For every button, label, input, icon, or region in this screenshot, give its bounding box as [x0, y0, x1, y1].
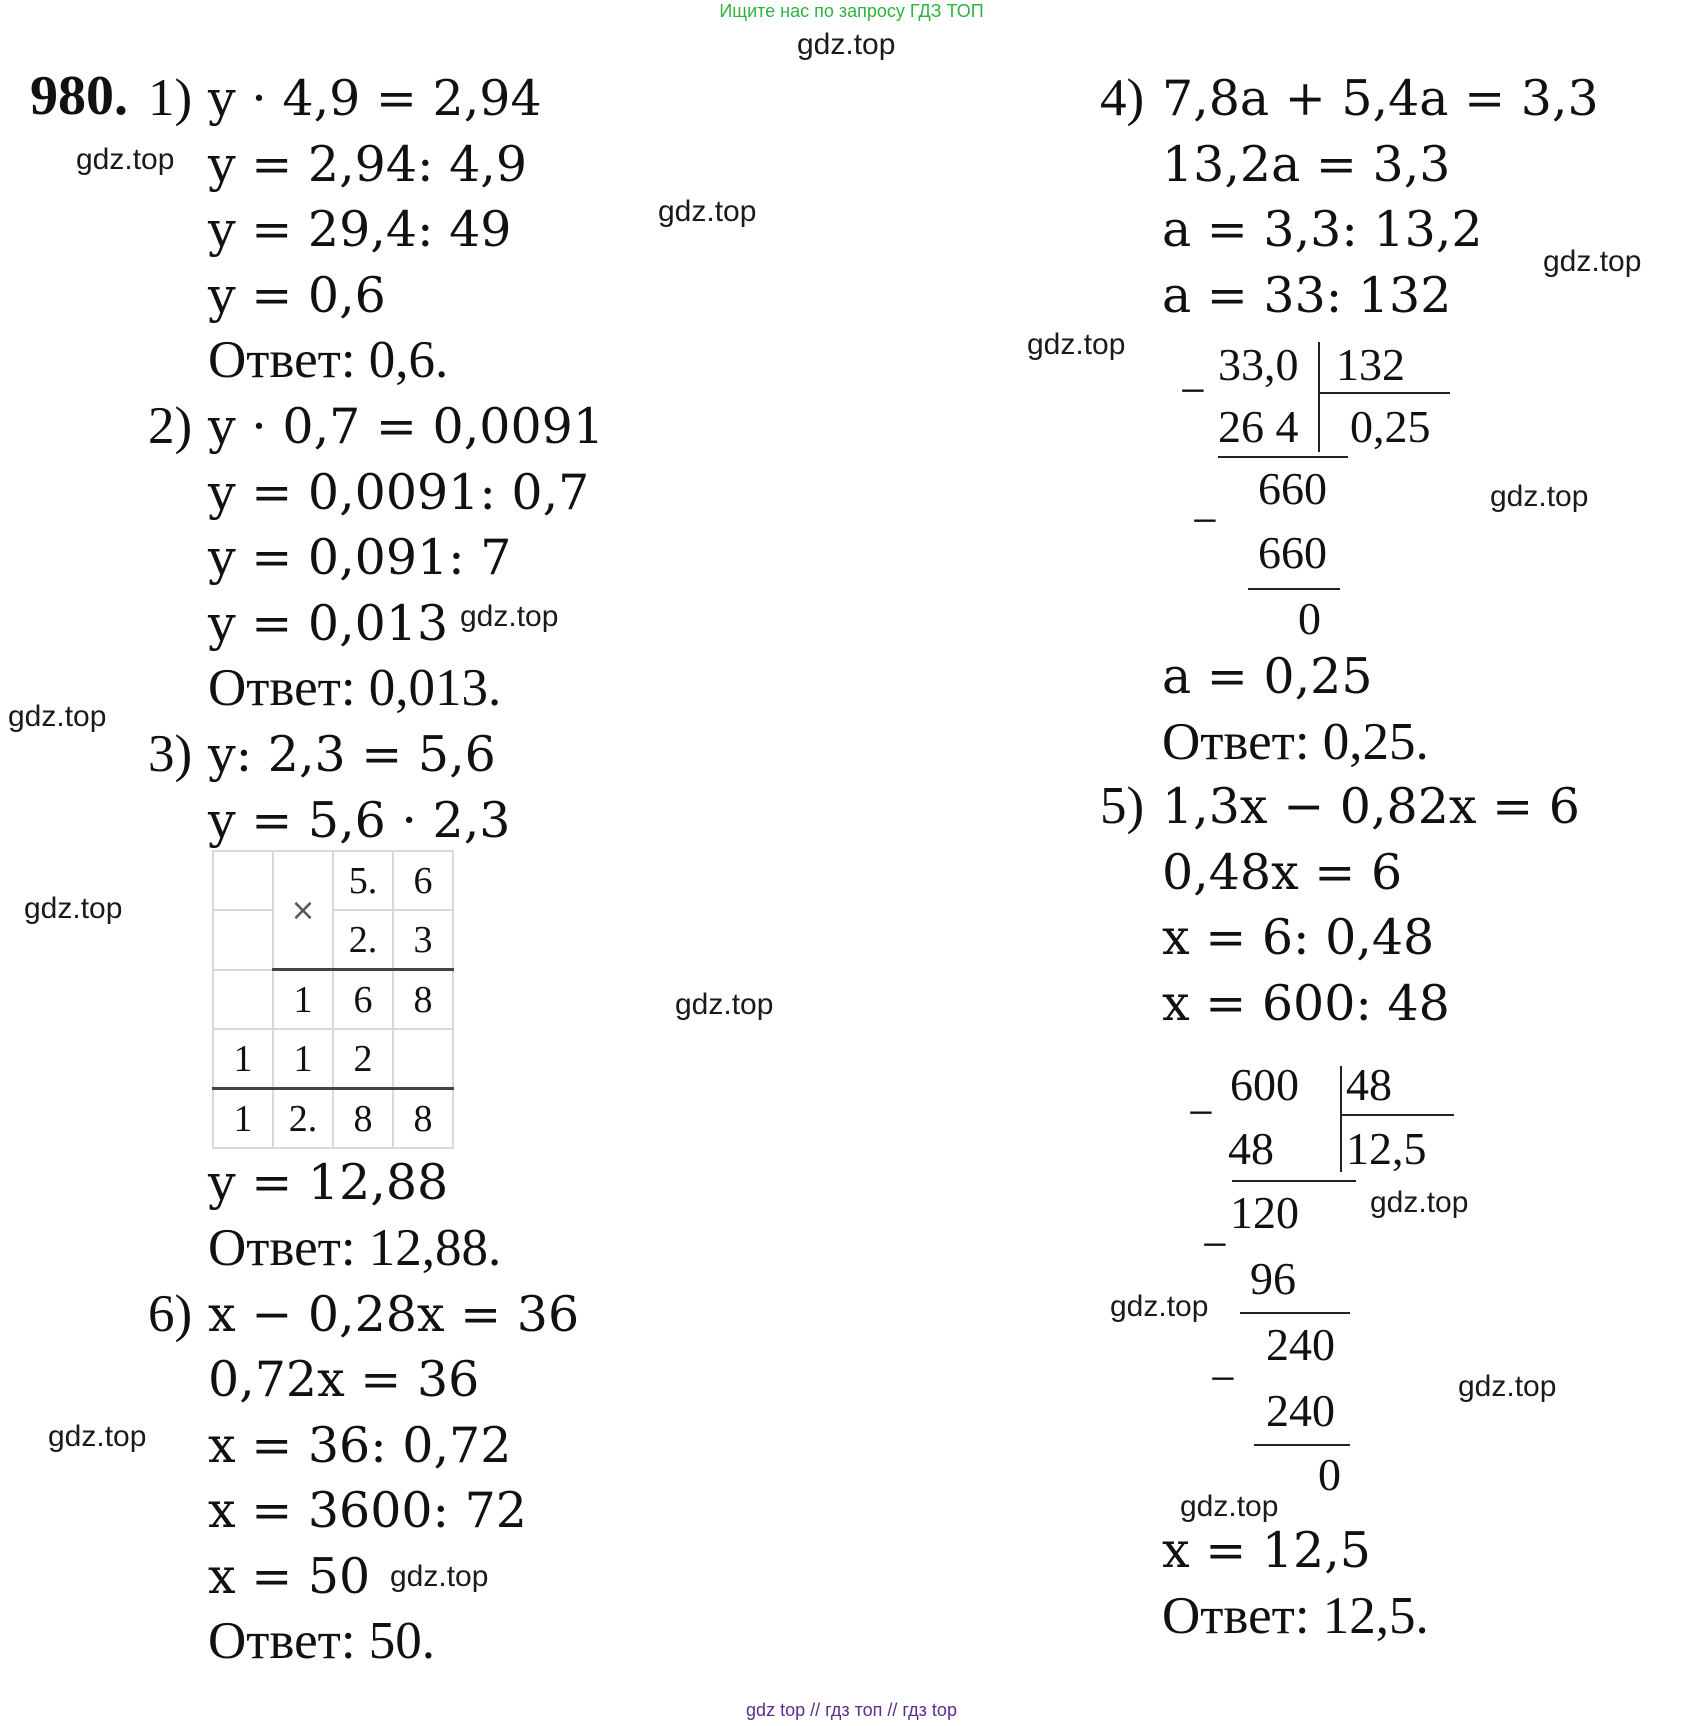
table-cell — [213, 910, 273, 970]
multiplication-table — [212, 850, 454, 1149]
table-cell: 2 — [333, 1029, 393, 1089]
table-row — [213, 970, 453, 1030]
subtrahend: 660 — [1258, 527, 1327, 578]
minus-sign: − — [1192, 495, 1218, 546]
answer-line: Ответ: 0,25. — [1162, 713, 1429, 771]
divisor-line — [1320, 392, 1450, 394]
watermark: gdz.top — [1490, 480, 1589, 513]
table-row — [213, 1089, 453, 1149]
table-cell: 1 — [213, 1089, 273, 1149]
problem-number: 980. — [30, 65, 128, 127]
watermark: gdz.top — [1458, 1370, 1557, 1403]
table-cell: 1 — [273, 970, 333, 1030]
remainder: 240 — [1266, 1319, 1335, 1370]
remainder: 120 — [1230, 1187, 1299, 1238]
part-label: 6) — [148, 1285, 193, 1343]
divisor: 132 — [1336, 339, 1405, 390]
table-row — [213, 851, 453, 910]
search-banner[interactable]: Ищите нас по запросу ГДЗ ТОП — [719, 1, 984, 21]
division-bar — [1318, 342, 1320, 452]
subtrahend: 26 4 — [1218, 401, 1299, 452]
table-cell — [213, 851, 273, 910]
table-cell — [393, 1029, 453, 1089]
part-label: 5) — [1100, 777, 1145, 835]
subtract-line — [1254, 1444, 1350, 1446]
table-cell: 2. — [273, 1089, 333, 1149]
equation-line: x = 12,5 — [1162, 1522, 1371, 1579]
table-cell: 1 — [273, 1029, 333, 1089]
equation-line: 13,2a = 3,3 — [1162, 136, 1451, 193]
part-label: 4) — [1100, 69, 1145, 127]
subtrahend: 48 — [1228, 1123, 1274, 1174]
table-cell — [213, 970, 273, 1030]
watermark: gdz.top — [1370, 1186, 1469, 1219]
equation-line: x = 50 — [208, 1548, 371, 1605]
table-cell: 8 — [333, 1089, 393, 1149]
remainder: 0 — [1318, 1449, 1341, 1500]
equation-line: y = 0,013 — [208, 595, 449, 652]
subtract-line — [1218, 456, 1348, 458]
minus-sign: − — [1210, 1353, 1236, 1404]
equation-line: y · 0,7 = 0,0091 — [208, 398, 604, 455]
equation-line: a = 0,25 — [1162, 648, 1373, 705]
equation-line: y = 29,4: 49 — [208, 201, 512, 258]
watermark: gdz.top — [1027, 328, 1126, 361]
dividend: 33,0 — [1218, 339, 1299, 390]
equation-line: a = 3,3: 13,2 — [1162, 201, 1483, 258]
table-cell: 5. — [333, 851, 393, 910]
equation-line: y = 2,94: 4,9 — [208, 136, 528, 193]
multiply-sign: × — [273, 851, 333, 970]
footer-links[interactable]: gdz top // гдз топ // гдз top — [746, 1700, 957, 1720]
equation-line: x = 36: 0,72 — [208, 1417, 512, 1474]
equation-line: x − 0,28x = 36 — [208, 1286, 580, 1343]
equation-line: 7,8a + 5,4a = 3,3 — [1162, 70, 1599, 127]
table-cell: 8 — [393, 1089, 453, 1149]
equation-line: y = 0,091: 7 — [208, 529, 512, 586]
watermark: gdz.top — [1110, 1290, 1209, 1323]
equation-line: y: 2,3 = 5,6 — [208, 726, 496, 783]
watermark: gdz.top — [797, 28, 896, 61]
part-label: 1) — [148, 69, 193, 127]
equation-line: x = 3600: 72 — [208, 1482, 527, 1539]
divisor: 48 — [1346, 1059, 1392, 1110]
watermark: gdz.top — [658, 195, 757, 228]
equation-line: y = 0,0091: 0,7 — [208, 464, 590, 521]
table-cell: 8 — [393, 970, 453, 1030]
part-label: 3) — [148, 725, 193, 783]
table-cell: 6 — [333, 970, 393, 1030]
subtrahend: 240 — [1266, 1385, 1335, 1436]
watermark: gdz.top — [1180, 1490, 1279, 1523]
subtract-line — [1248, 588, 1340, 590]
subtrahend: 96 — [1250, 1253, 1296, 1304]
dividend: 600 — [1230, 1059, 1299, 1110]
remainder: 0 — [1298, 593, 1321, 644]
equation-line: 1,3x − 0,82x = 6 — [1162, 778, 1580, 835]
watermark: gdz.top — [48, 1420, 147, 1453]
divisor-line — [1342, 1114, 1454, 1116]
answer-line: Ответ: 12,88. — [208, 1219, 502, 1277]
equation-line: 0,48x = 6 — [1162, 844, 1403, 901]
minus-sign: − — [1180, 365, 1206, 416]
table-cell: 2. — [333, 910, 393, 970]
remainder: 660 — [1258, 463, 1327, 514]
answer-line: Ответ: 50. — [208, 1612, 436, 1670]
equation-line: 0,72x = 36 — [208, 1351, 480, 1408]
table-cell: 6 — [393, 851, 453, 910]
table-cell: 1 — [213, 1029, 273, 1089]
minus-sign: − — [1202, 1219, 1228, 1270]
minus-sign: − — [1188, 1087, 1214, 1138]
watermark: gdz.top — [675, 988, 774, 1021]
watermark: gdz.top — [76, 143, 175, 176]
equation-line: y = 12,88 — [208, 1154, 449, 1211]
equation-line: y = 5,6 · 2,3 — [208, 792, 511, 849]
watermark: gdz.top — [460, 600, 559, 633]
watermark: gdz.top — [1543, 245, 1642, 278]
equation-line: x = 6: 0,48 — [1162, 909, 1435, 966]
part-label: 2) — [148, 397, 193, 455]
table-cell: 3 — [393, 910, 453, 970]
quotient: 12,5 — [1346, 1123, 1427, 1174]
quotient: 0,25 — [1350, 401, 1431, 452]
equation-line: y · 4,9 = 2,94 — [208, 70, 542, 127]
table-row — [213, 910, 453, 970]
answer-line: Ответ: 12,5. — [1162, 1587, 1429, 1645]
division-bar — [1340, 1066, 1342, 1172]
watermark: gdz.top — [390, 1560, 489, 1593]
subtract-line — [1240, 1312, 1350, 1314]
answer-line: Ответ: 0,6. — [208, 331, 449, 389]
watermark: gdz.top — [8, 700, 107, 733]
table-row — [213, 1029, 453, 1089]
answer-line: Ответ: 0,013. — [208, 659, 502, 717]
equation-line: y = 0,6 — [208, 267, 386, 324]
watermark: gdz.top — [24, 892, 123, 925]
equation-line: a = 33: 132 — [1162, 267, 1452, 324]
equation-line: x = 600: 48 — [1162, 975, 1450, 1032]
subtract-line — [1232, 1180, 1356, 1182]
